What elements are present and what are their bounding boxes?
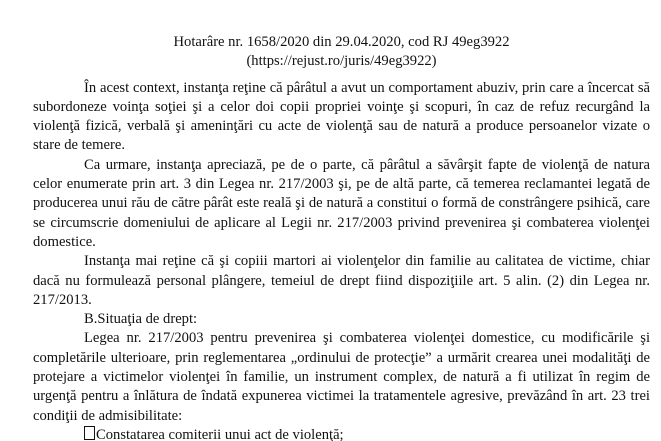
document-title: Hotarâre nr. 1658/2020 din 29.04.2020, cod RJ 49eg3922 bbox=[173, 34, 510, 50]
missing-glyph-box-icon bbox=[84, 426, 95, 440]
section-heading-legal-situation: B.Situaţia de drept: bbox=[84, 311, 198, 328]
document-body bbox=[33, 79, 650, 441]
paragraph-abusive-behavior: În acest context, instanţa reţine că pârâtul a avut un comportament abuziv, prin care a încercat să subordoneze voinţa soţiei şi a celor doi copii propriei voinţe şi scopuri, în caz de refuz recurgând la violenţă fizică, verbală şi ameninţări cu acte de violenţă sau de natură a produce persoanelor vizate o stare de temere. bbox=[33, 79, 650, 154]
paragraph-court-assessment: Ca urmare, instanţa apreciază, pe de o parte, că pârâtul a săvârşit fapte de violenţă de natura celor enumerate prin art. 3 din Legea nr. 217/2003 şi, pe de altă parte, că temerea reclamantei legată de producerea unui rău de către pârât este reală şi de natură a constitui o formă de constrângere psihică, care se circumscrie domeniului de aplicare al Legii nr. 217/2003 privind prevenirea şi combaterea violenţei domestice. bbox=[33, 156, 650, 250]
paragraph-law-217-2003: Legea nr. 217/2003 pentru prevenirea şi combaterea violenţei domestice, cu modificările şi completările ulterioare, prin reglementarea „ordinului de protecţie” a urmărit crearea unei modalităţi de protejare a victimelor violenţei în familie, un instrument complex, de natură a fi utilizat în regim de urgenţă pentru a înlătura de îndată expunerea victimei la tratamentele agresive, prevăzând în art. 23 trei condiţii de admisibilitate: bbox=[33, 330, 650, 424]
document-url: (https://rejust.ro/juris/49eg3922) bbox=[246, 53, 437, 70]
paragraph-child-witnesses: Instanţa mai reţine că şi copiii martori ai violenţelor din familie au calitatea de victime, chiar dacă nu formulează personal plângere, temeiul de drept fiind dispoziţiile art. 5 alin. (2) din Legea nr. 217/2013. bbox=[33, 253, 650, 308]
list-item-condition bbox=[33, 426, 650, 441]
document-header bbox=[33, 33, 650, 72]
condition-text: Constatarea comiterii unui act de violenţă; bbox=[96, 426, 344, 441]
